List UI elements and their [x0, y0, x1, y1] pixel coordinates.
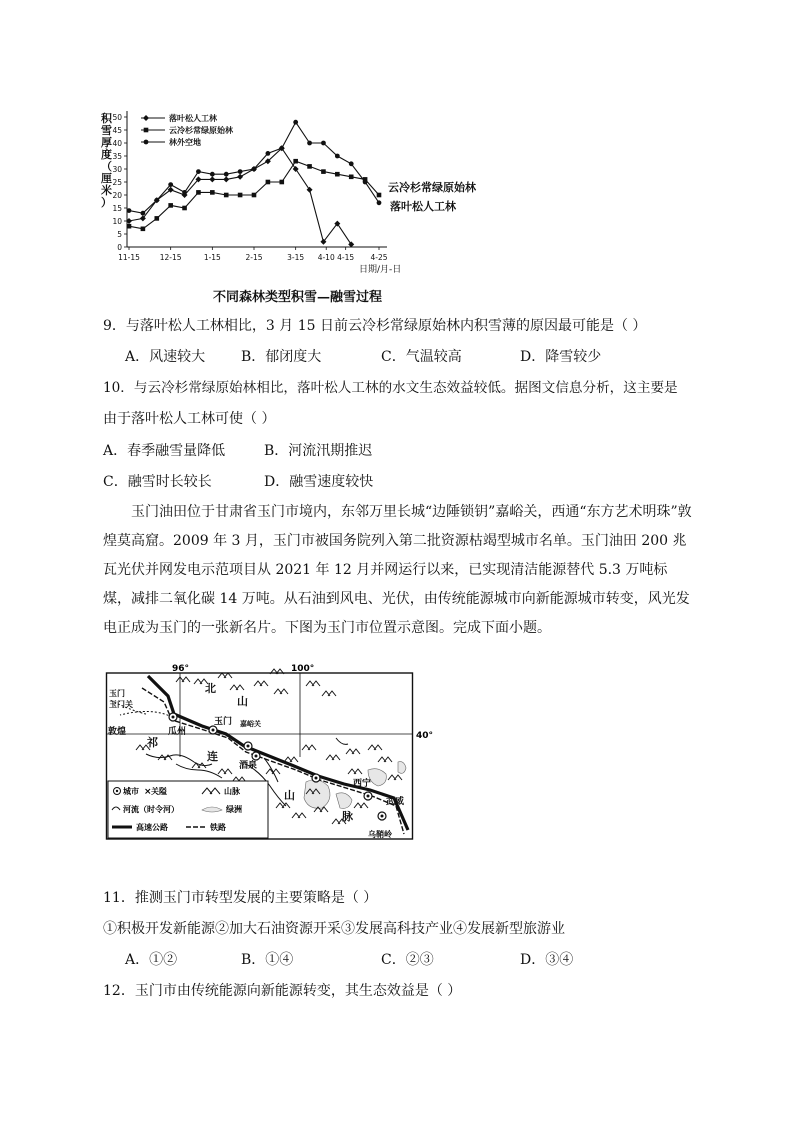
data-point-circle [349, 161, 354, 166]
y-axis-title-char: 积 [101, 112, 112, 125]
legend-railway: 铁路 [210, 823, 226, 832]
y-tick-label: 40 [112, 139, 122, 148]
q9-option-a: A．风速较大 [125, 349, 206, 365]
map-legend [108, 781, 268, 838]
y-tick-label: 30 [112, 165, 122, 174]
legend-pass-mark: × [144, 787, 152, 797]
mountain-icon [276, 803, 290, 808]
data-point-circle [377, 200, 382, 205]
lon-96-label: 96° [172, 664, 190, 674]
y-axis-title-char: ） [101, 196, 112, 209]
series-2 [127, 120, 382, 216]
q11-option-b: B．①④ [241, 952, 294, 968]
label-yumenguan: 玉门关 [109, 700, 133, 709]
q11-stem: 11．推测玉门市转型发展的主要策略是（ ） [103, 890, 378, 906]
data-point-diamond [293, 166, 299, 172]
end-label-yunleng: 云冷杉常绿原始林 [388, 181, 476, 194]
legend-mountain: 山脉 [224, 787, 240, 796]
label-xining: 西宁 [353, 779, 372, 789]
q11-option-d: D．③④ [520, 952, 574, 968]
data-point-circle [154, 198, 159, 203]
mountain-icon [306, 681, 320, 686]
x-tick-label: 12-15 [159, 253, 182, 262]
legend-river: 河流（时令河） [123, 805, 179, 814]
y-axis-title-char: 厚 [101, 136, 112, 149]
data-point-circle [265, 151, 270, 156]
range-beishan-1: 北 [205, 682, 216, 695]
x-tick-label: 2-15 [245, 253, 263, 262]
range-qilian-2: 连 [207, 750, 218, 763]
y-tick-label: 45 [112, 126, 122, 135]
data-point-square [335, 172, 340, 177]
lat-40-label: 40° [416, 731, 434, 741]
label-guazhou: 瓜州 [168, 727, 187, 737]
data-point-square [377, 193, 382, 198]
data-point-square [307, 164, 312, 169]
data-point-circle [127, 208, 132, 213]
chart-ticks [112, 113, 387, 262]
label-dunhuang: 敦煌 [108, 727, 127, 737]
data-point-square [252, 193, 257, 198]
data-point-square [279, 180, 284, 185]
data-point-diamond [307, 187, 313, 193]
mountain-icon [348, 769, 362, 774]
q10-option-a: A．春季融雪量降低 [103, 443, 226, 459]
y-axis-title-char: 雪 [101, 124, 112, 137]
yumen-location-map [106, 662, 436, 842]
legend-label: 落叶松人工林 [169, 114, 217, 123]
y-tick-label: 5 [117, 230, 122, 239]
data-point-circle [307, 141, 312, 146]
data-point-circle [168, 182, 173, 187]
lon-100-label: 100° [291, 664, 315, 674]
y-axis-title-char: 度 [101, 148, 112, 161]
y-tick-label: 20 [112, 191, 122, 200]
data-point-square [321, 169, 326, 174]
data-point-square [196, 190, 201, 195]
x-tick-label: 4-10 [317, 253, 335, 262]
data-point-square [349, 175, 354, 180]
x-tick-label: 4-15 [337, 253, 355, 262]
range-qilian-4: 脉 [342, 810, 353, 823]
data-point-square [293, 159, 298, 164]
data-point-square [141, 227, 146, 232]
mountain-icon [354, 803, 368, 808]
data-point-circle [363, 180, 368, 185]
range-qilian-1: 祁 [147, 736, 158, 749]
data-point-diamond [223, 176, 229, 182]
y-axis-title [100, 111, 113, 209]
data-point-circle [335, 154, 340, 159]
label-yumen: 玉门 [214, 717, 233, 727]
data-point-diamond [209, 176, 215, 182]
y-axis-title-char: （ [101, 160, 112, 173]
mountain-icon [346, 749, 360, 754]
legend-oasis: 绿洲 [226, 805, 242, 814]
q9-option-b: B．郁闭度大 [241, 349, 322, 365]
label-yumenguan-1: 玉门 [109, 689, 125, 698]
q10-stem-line2: 由于落叶松人工林可使（ ） [103, 411, 276, 427]
label-wushaoling: 乌鞘岭 [368, 830, 392, 839]
data-point-square [210, 190, 215, 195]
q11-option-c: C．②③ [381, 952, 434, 968]
y-axis-title-char: 米 [101, 184, 112, 197]
mountain-icon [302, 745, 316, 750]
data-point-circle [140, 211, 145, 216]
x-tick-label: 1-15 [203, 253, 221, 262]
data-point-square [144, 128, 149, 133]
mountain-icon [292, 813, 306, 818]
legend-label: 云冷杉常绿原始林 [169, 126, 233, 135]
mountain-icon [378, 757, 392, 762]
data-point-diamond [237, 174, 243, 180]
data-point-circle [224, 172, 229, 177]
data-point-square [182, 206, 187, 211]
q9-stem: 9．与落叶松人工林相比，3 月 15 日前云冷杉常绿原始林内积雪薄的原因最可能是（ ） [103, 318, 647, 334]
data-point-square [224, 193, 229, 198]
data-point-square [238, 193, 243, 198]
q10-option-b: B．河流汛期推迟 [264, 443, 373, 459]
q10-stem-line1: 10．与云冷杉常绿原始林相比，落叶松人工林的水文生态效益较低。据图文信息分析，这主要是 [103, 380, 678, 396]
x-tick-label: 3-15 [287, 253, 305, 262]
data-point-square [266, 180, 271, 185]
snow-chart-svg [95, 100, 476, 285]
branch-to-yumenguan [120, 711, 172, 717]
chart-legend [141, 113, 234, 147]
mountain-icon [254, 681, 268, 686]
mountain-icon [388, 775, 402, 780]
label-jiuquan: 酒泉 [239, 761, 258, 771]
q10-option-d: D．融雪速度较快 [264, 474, 374, 490]
q12-stem: 12．玉门市由传统能源向新能源转变，其生态效益是（ ） [103, 983, 462, 999]
mountain-icon [274, 689, 288, 694]
range-beishan-2: 山 [237, 695, 248, 708]
data-point-square [154, 216, 159, 221]
mountain-icon [230, 685, 244, 690]
q11-choices: ①积极开发新能源②加大石油资源开采③发展高科技产业④发展新型旅游业 [103, 921, 565, 937]
data-point-circle [144, 140, 149, 145]
data-point-circle [252, 167, 257, 172]
mountain-icon [322, 691, 336, 696]
y-tick-label: 50 [112, 113, 122, 122]
data-point-circle [182, 190, 187, 195]
data-point-square [168, 203, 173, 208]
y-tick-label: 25 [112, 178, 122, 187]
range-qilian-3: 山 [284, 789, 295, 802]
mountain-icon [368, 745, 382, 750]
chart-series-layer [126, 120, 381, 248]
q11-option-a: A．①② [125, 952, 178, 968]
y-tick-label: 15 [112, 204, 122, 213]
data-point-circle [321, 141, 326, 146]
legend-pass: 关隘 [151, 787, 167, 796]
label-jiayuguan: 嘉峪关 [240, 720, 261, 728]
data-point-circle [279, 146, 284, 151]
q10-option-c: C．融雪时长较长 [103, 474, 212, 490]
x-tick-label: 4-25 [370, 253, 388, 262]
mountain-icon [218, 769, 232, 774]
chart-caption: 不同森林类型积雪—融雪过程 [213, 290, 383, 305]
data-point-circle [293, 120, 298, 125]
y-tick-label: 0 [117, 243, 122, 252]
data-point-circle [196, 169, 201, 174]
data-point-circle [238, 169, 243, 174]
x-tick-label: 11-15 [118, 253, 140, 262]
chart-axes [127, 111, 387, 247]
passage-paragraph: 玉门油田位于甘肃省玉门市境内，东邻万里长城“边陲锁钥”嘉峪关，西通“东方艺术明珠”敦煌莫高窟。2009 年 3 月，玉门市被国务院列入第二批资源枯竭型城市名单。玉门油田 200 兆瓦光伏并网发电示范项目从 2021 年 12 月并网运行以来，已实现清洁能源替代 5.3 万吨标煤，减排二氧化碳 14 万吨。从石油到风电、光伏，由传统能源城市向新能源城市转变，风光发电正成为玉门的一张新名片。下图为玉门市位置示意图。完成下面小题。 [103, 504, 692, 636]
end-label-luoye: 落叶松人工林 [390, 200, 456, 213]
y-axis-title-char: 厘 [101, 172, 112, 185]
q9-option-d: D．降雪较少 [520, 349, 602, 365]
y-tick-label: 10 [112, 217, 122, 226]
legend-city: 城市 [123, 787, 139, 796]
legend-highway: 高速公路 [136, 823, 168, 832]
snow-chart [95, 100, 476, 285]
q9-option-c: C．气温较高 [381, 349, 462, 365]
data-point-circle [210, 172, 215, 177]
x-axis-unit: 日期/月-日 [359, 265, 402, 275]
data-point-diamond [143, 115, 149, 121]
map-svg [106, 662, 436, 842]
y-tick-label: 35 [112, 152, 122, 161]
legend-label: 林外空地 [169, 138, 201, 147]
mountain-icon [176, 677, 190, 682]
label-wuwei: 武威 [386, 797, 405, 807]
mountain-icon [218, 673, 232, 678]
data-point-square [127, 224, 132, 229]
mountain-icon [326, 755, 340, 760]
